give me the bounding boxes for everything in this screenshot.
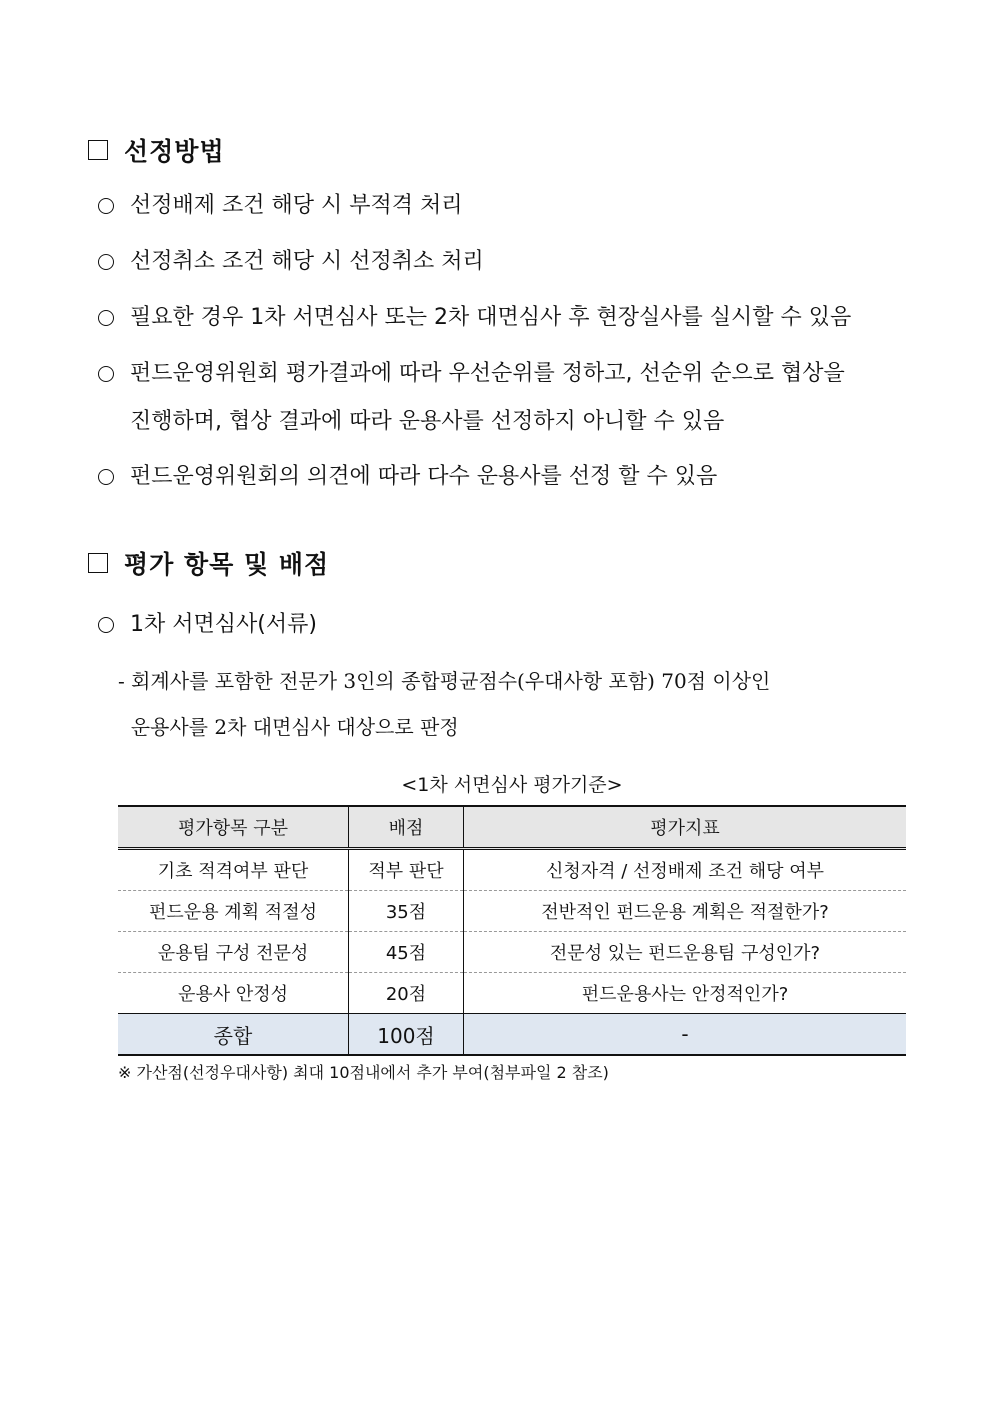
- circle-bullet-icon: [98, 310, 114, 326]
- list-item: [98, 350, 918, 446]
- table-cell: 100점: [349, 1014, 464, 1056]
- table-cell: 35점: [349, 891, 464, 932]
- table-cell: 펀드운용사는 안정적인가?: [464, 973, 907, 1014]
- table-header-cell: 배점: [349, 806, 464, 849]
- table-row: [118, 932, 906, 973]
- section-title-selection-method: [88, 132, 225, 168]
- table-cell: 펀드운용 계획 적절성: [118, 891, 349, 932]
- table-total-row: [118, 1014, 906, 1056]
- list-item: [98, 238, 918, 286]
- table-header-cell: 평가항목 구분: [118, 806, 349, 849]
- table-cell: 운용사 안정성: [118, 973, 349, 1014]
- table-cell: 적부 판단: [349, 849, 464, 891]
- table-row: [118, 849, 906, 891]
- table-cell: 신청자격 / 선정배제 조건 해당 여부: [464, 849, 907, 891]
- table-cell: 20점: [349, 973, 464, 1014]
- list-item: [98, 601, 918, 649]
- square-bullet-icon: [88, 140, 108, 160]
- square-bullet-icon: [88, 553, 108, 573]
- section-title-evaluation: [88, 545, 329, 581]
- sub-item-text: - 회계사를 포함한 전문가 3인의 종합평균점수(우대사항 포함) 70점 이상인 운용사를 2차 대면심사 대상으로 판정: [118, 669, 771, 739]
- list-item-text: 필요한 경우 1차 서면심사 또는 2차 대면심사 후 현장실사를 실시할 수 있음: [130, 305, 852, 330]
- list-item: [98, 294, 918, 342]
- table-cell: 기초 적격여부 판단: [118, 849, 349, 891]
- table-header-cell: 평가지표: [464, 806, 907, 849]
- circle-bullet-icon: [98, 469, 114, 485]
- table-footnote: ※ 가산점(선정우대사항) 최대 10점내에서 추가 부여(첨부파일 2 참조): [118, 1063, 609, 1082]
- table-cell: 전문성 있는 펀드운용팀 구성인가?: [464, 932, 907, 973]
- circle-bullet-icon: [98, 366, 114, 382]
- table-cell: 운용팀 구성 전문성: [118, 932, 349, 973]
- list-item-text: 펀드운영위원회의 의견에 따라 다수 운용사를 선정 할 수 있음: [130, 464, 718, 489]
- table-cell: -: [464, 1014, 907, 1056]
- list-item-text: 펀드운영위원회 평가결과에 따라 우선순위를 정하고, 선순위 순으로 협상을 진행하며, 협상 결과에 따라 운용사를 선정하지 아니할 수 있음: [130, 361, 845, 434]
- table-row: [118, 973, 906, 1014]
- circle-bullet-icon: [98, 198, 114, 214]
- table-header-row: [118, 806, 906, 849]
- section-title-text: 선정방법: [124, 137, 225, 166]
- list-item-text: 1차 서면심사(서류): [130, 612, 317, 637]
- table-cell: 45점: [349, 932, 464, 973]
- table-cell: 전반적인 펀드운용 계획은 적절한가?: [464, 891, 907, 932]
- list-item-text: 선정배제 조건 해당 시 부적격 처리: [130, 193, 463, 218]
- list-item: [98, 182, 918, 230]
- circle-bullet-icon: [98, 617, 114, 633]
- evaluation-table: [118, 805, 906, 1056]
- list-item-text: 선정취소 조건 해당 시 선정취소 처리: [130, 249, 484, 274]
- section-title-text: 평가 항목 및 배점: [124, 550, 330, 579]
- circle-bullet-icon: [98, 254, 114, 270]
- table-row: [118, 891, 906, 932]
- table-cell: 종합: [118, 1014, 349, 1056]
- list-item: [98, 453, 918, 501]
- table-caption: <1차 서면심사 평가기준>: [401, 774, 623, 796]
